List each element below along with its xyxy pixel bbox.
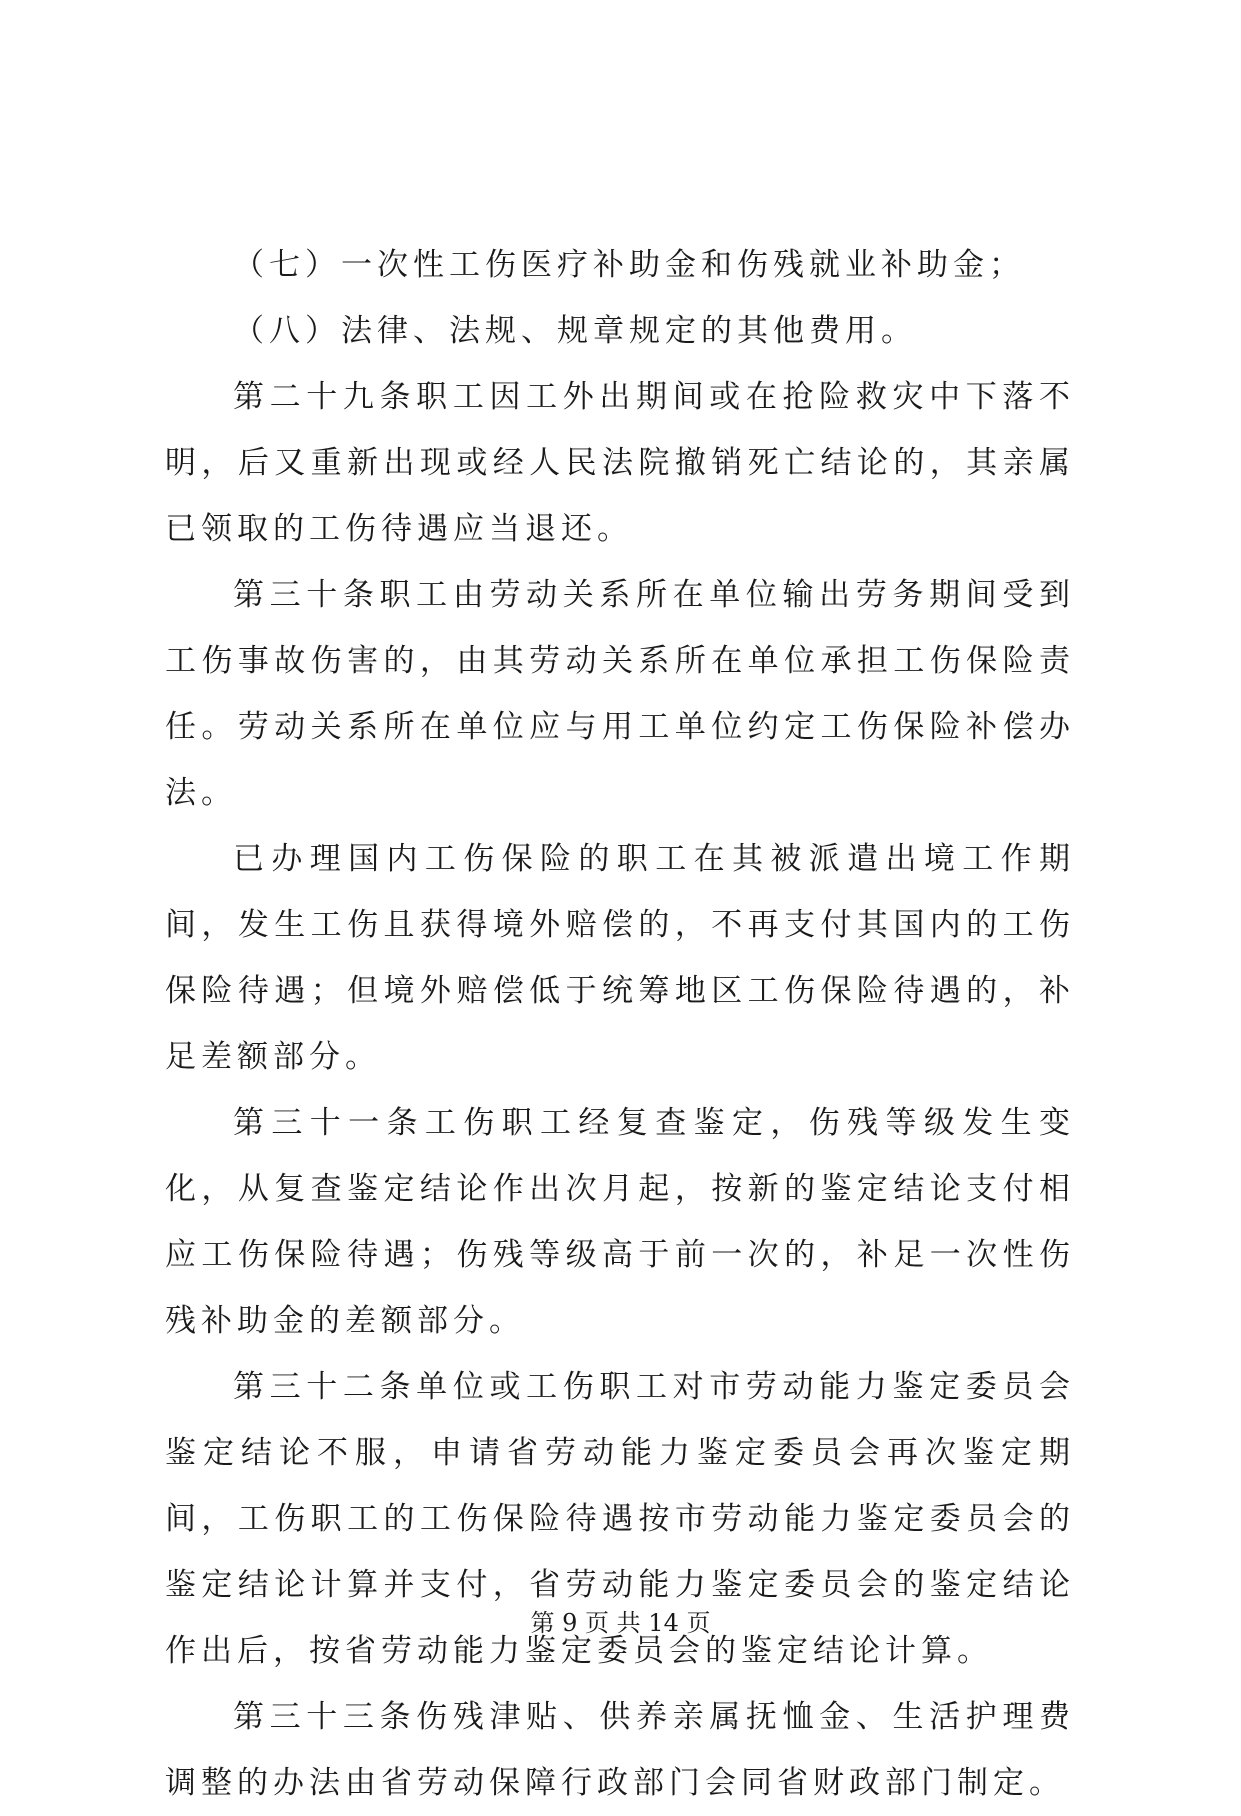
page-number-footer: 第 9 页 共 14 页 xyxy=(530,1609,711,1637)
document-body xyxy=(165,232,1075,1816)
paragraph: （七）一次性工伤医疗补助金和伤残就业补助金； xyxy=(233,247,1025,283)
paragraph: 第三十条职工由劳动关系所在单位输出劳务期间受到工伤事故伤害的，由其劳动关系所在单位承担工伤保险责任。劳动关系所在单位应与用工单位约定工伤保险补偿办法。 xyxy=(165,577,1075,811)
paragraph: 第三十一条工伤职工经复查鉴定，伤残等级发生变化，从复查鉴定结论作出次月起，按新的鉴定结论支付相应工伤保险待遇；伤残等级高于前一次的，补足一次性伤残补助金的差额部分。 xyxy=(165,1105,1075,1339)
paragraph: 第三十三条伤残津贴、供养亲属抚恤金、生活护理费调整的办法由省劳动保障行政部门会同省财政部门制定。 xyxy=(165,1699,1075,1801)
paragraph: 第二十九条职工因工外出期间或在抢险救灾中下落不明，后又重新出现或经人民法院撤销死亡结论的，其亲属已领取的工伤待遇应当退还。 xyxy=(165,379,1075,547)
paragraph: 已办理国内工伤保险的职工在其被派遣出境工作期间，发生工伤且获得境外赔偿的，不再支付其国内的工伤保险待遇；但境外赔偿低于统筹地区工伤保险待遇的，补足差额部分。 xyxy=(165,841,1075,1075)
paragraph: （八）法律、法规、规章规定的其他费用。 xyxy=(233,313,917,349)
paragraph: 第三十二条单位或工伤职工对市劳动能力鉴定委员会鉴定结论不服，申请省劳动能力鉴定委员会再次鉴定期间，工伤职工的工伤保险待遇按市劳动能力鉴定委员会的鉴定结论计算并支付，省劳动能力鉴定委员会的鉴定结论作出后，按省劳动能力鉴定委员会的鉴定结论计算。 xyxy=(165,1369,1075,1669)
